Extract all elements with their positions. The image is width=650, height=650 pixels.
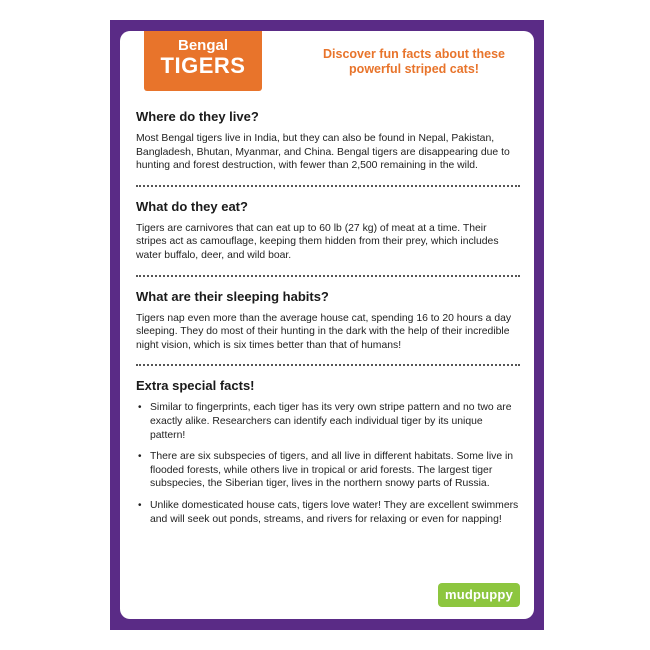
title-line-2: TIGERS	[160, 53, 246, 78]
fact-text: There are six subspecies of tigers, and all live in different habitats. Some live in flooded forests, while others live in tropical or arid forests. The largest tiger subspecies, the Siberian tiger, lives in the northern snowy parts of Russia.	[150, 451, 514, 490]
section-heading: What do they eat?	[136, 198, 248, 214]
bullet-icon: •	[138, 499, 142, 511]
tagline: Discover fun facts about these powerful striped cats!	[323, 47, 505, 76]
card-content	[120, 31, 534, 619]
section-heading: Extra special facts!	[136, 378, 255, 394]
dotted-divider	[136, 275, 520, 277]
list-item	[136, 499, 520, 526]
fact-text: Similar to fingerprints, each tiger has its very own stripe pattern and no two are exactly alike. Researchers can identify each individual tiger by its unique pattern!	[150, 402, 512, 441]
dotted-divider	[136, 185, 520, 187]
section-heading: What are their sleeping habits?	[136, 288, 329, 304]
section-sleeping-habits	[136, 289, 520, 353]
brand-logo: mudpuppy	[438, 583, 520, 607]
section-body: Tigers nap even more than the average house cat, spending 16 to 20 hours a day sleeping. They do most of their hunting in the dark with the help of their incredible night vision, which is six times better than that of humans!	[136, 312, 512, 351]
list-item	[136, 401, 520, 442]
bullet-icon: •	[138, 402, 142, 414]
title-line-1: Bengal	[177, 37, 228, 54]
section-heading: Where do they live?	[136, 109, 259, 124]
main-content	[136, 109, 520, 534]
bullet-icon: •	[138, 451, 142, 463]
list-item	[136, 450, 520, 491]
facts-list	[136, 401, 520, 526]
section-where-live	[136, 109, 520, 173]
section-extra-facts	[136, 378, 520, 526]
fact-text: Unlike domesticated house cats, tigers love water! They are excellent swimmers and will seek out ponds, streams, and rivers for relaxing or even for napping!	[150, 499, 519, 525]
section-diet	[136, 199, 520, 263]
title-badge	[144, 31, 262, 91]
dotted-divider	[136, 364, 520, 366]
section-body: Tigers are carnivores that can eat up to 60 lb (27 kg) of meat at a time. Their stripes act as camouflage, keeping them hidden from their prey, which includes water buffalo, deer, and wild boar.	[136, 222, 499, 261]
fact-card	[110, 20, 544, 630]
section-body: Most Bengal tigers live in India, but they can also be found in Nepal, Pakistan, Bangladesh, Bhutan, Myanmar, and China. Bengal tigers are disappearing due to hunting and forest destruction, with fewer than 2,500 remaining in the wild.	[136, 133, 510, 172]
